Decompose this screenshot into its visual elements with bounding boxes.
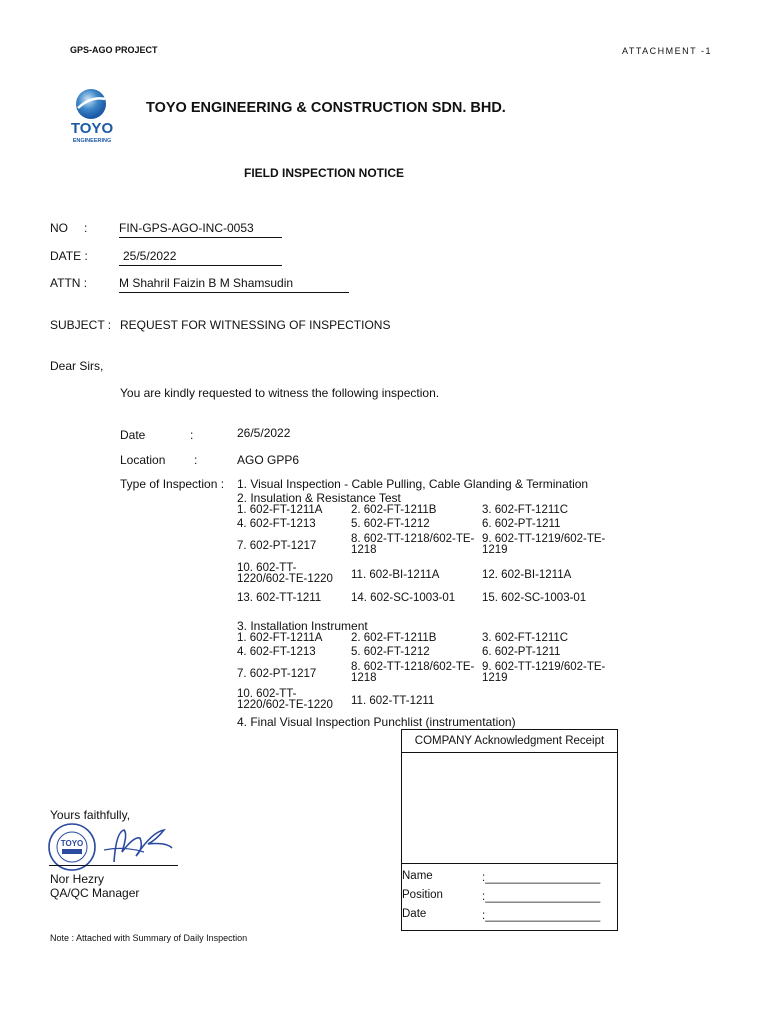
ack-position-field[interactable]: :__________________ <box>482 891 601 903</box>
equipment-list-b <box>237 633 622 715</box>
ack-date-label: Date <box>402 908 427 920</box>
signer-title: QA/QC Manager <box>50 886 140 900</box>
company-name: TOYO ENGINEERING & CONSTRUCTION SDN. BHD. <box>146 100 506 116</box>
date-label: DATE : <box>50 249 88 263</box>
attn-value: M Shahril Faizin B M Shamsudin <box>119 276 349 293</box>
list-item: 3. 602-FT-1211C <box>482 632 569 644</box>
intro-text: You are kindly requested to witness the following inspection. <box>120 386 440 400</box>
signature-line <box>49 865 178 866</box>
list-item: 5. 602-FT-1212 <box>351 518 430 530</box>
no-colon: : <box>84 221 88 235</box>
list-item: 1. 602-FT-1211A <box>237 632 323 644</box>
inspection-date-colon: : <box>190 428 194 442</box>
inspection-type-label: Type of Inspection : <box>120 477 225 491</box>
inspection-type-2: 2. Insulation & Resistance Test <box>237 491 401 505</box>
attachment-label: ATTACHMENT -1 <box>622 46 713 56</box>
list-item: 9. 602-TT-1219/602-TE-1219 <box>482 661 606 684</box>
ack-date-field[interactable]: :__________________ <box>482 910 601 922</box>
list-item: 6. 602-PT-1211 <box>482 646 561 658</box>
signer-name: Nor Hezry <box>50 872 105 886</box>
document-title: FIELD INSPECTION NOTICE <box>244 166 405 180</box>
location-value: AGO GPP6 <box>237 453 300 467</box>
list-item: 15. 602-SC-1003-01 <box>482 592 587 604</box>
footer-note: Note : Attached with Summary of Daily Inspection <box>50 933 248 943</box>
list-item: 3. 602-FT-1211C <box>482 504 569 516</box>
list-item: 7. 602-PT-1217 <box>237 668 317 680</box>
list-item: 8. 602-TT-1218/602-TE-1218 <box>351 661 475 684</box>
list-item: 5. 602-FT-1212 <box>351 646 430 658</box>
acknowledgment-stamp-area <box>402 753 617 864</box>
list-item: 7. 602-PT-1217 <box>237 540 317 552</box>
list-item: 4. 602-FT-1213 <box>237 518 316 530</box>
list-item: 9. 602-TT-1219/602-TE-1219 <box>482 533 606 556</box>
location-label: Location <box>120 453 166 467</box>
inspection-type-3: 3. Installation Instrument <box>237 619 368 633</box>
equipment-list-a <box>237 505 622 605</box>
list-item: 12. 602-BI-1211A <box>482 569 572 581</box>
list-item: 10. 602-TT-1220/602-TE-1220 <box>237 562 333 585</box>
no-value: FIN-GPS-AGO-INC-0053 <box>119 221 282 238</box>
list-item: 11. 602-TT-1211 <box>351 695 435 707</box>
list-item: 2. 602-FT-1211B <box>351 504 437 516</box>
list-item: 8. 602-TT-1218/602-TE-1218 <box>351 533 475 556</box>
salutation: Dear Sirs, <box>50 359 104 373</box>
list-item: 4. 602-FT-1213 <box>237 646 316 658</box>
list-item: 14. 602-SC-1003-01 <box>351 592 456 604</box>
svg-text:ENGINEERING: ENGINEERING <box>72 138 112 144</box>
inspection-date-label: Date <box>120 428 146 442</box>
acknowledgment-box <box>401 729 618 931</box>
subject-value: REQUEST FOR WITNESSING OF INSPECTIONS <box>120 318 391 332</box>
svg-text:TOYO: TOYO <box>60 839 84 848</box>
date-value: 25/5/2022 <box>119 249 282 266</box>
closing-text: Yours faithfully, <box>50 808 131 822</box>
list-item: 2. 602-FT-1211B <box>351 632 437 644</box>
list-item: 11. 602-BI-1211A <box>351 569 440 581</box>
ack-name-field[interactable]: :__________________ <box>482 872 601 884</box>
svg-text:TOYO: TOYO <box>70 120 114 137</box>
list-item: 13. 602-TT-1211 <box>237 592 322 604</box>
subject-label: SUBJECT : <box>50 318 112 332</box>
list-item: 10. 602-TT-1220/602-TE-1220 <box>237 688 333 711</box>
list-item: 1. 602-FT-1211A <box>237 504 323 516</box>
toyo-logo <box>64 88 120 146</box>
acknowledgment-title: COMPANY Acknowledgment Receipt <box>402 730 617 753</box>
project-label: GPS-AGO PROJECT <box>70 45 158 55</box>
location-colon: : <box>194 453 198 467</box>
inspection-type-1: 1. Visual Inspection - Cable Pulling, Cable Glanding & Termination <box>237 477 589 491</box>
inspection-date-value: 26/5/2022 <box>237 426 291 440</box>
inspection-type-4: 4. Final Visual Inspection Punchlist (instrumentation) <box>237 715 516 729</box>
no-label: NO <box>50 221 68 235</box>
list-item: 6. 602-PT-1211 <box>482 518 561 530</box>
ack-position-label: Position <box>402 889 443 901</box>
ack-name-label: Name <box>402 870 433 882</box>
attn-label: ATTN : <box>50 276 88 290</box>
